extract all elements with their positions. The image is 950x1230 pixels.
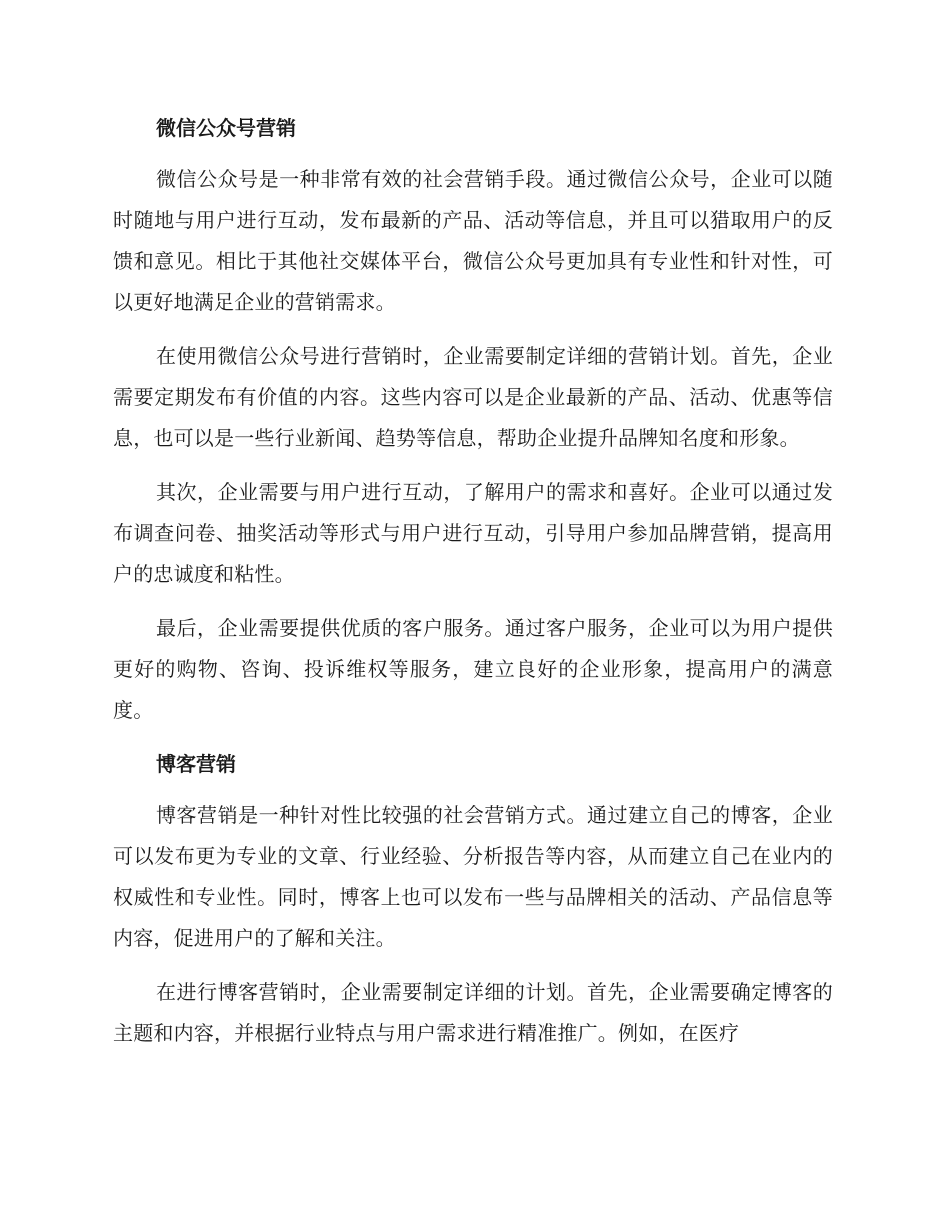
paragraph: 微信公众号是一种非常有效的社会营销手段。通过微信公众号，企业可以随时随地与用户进行互动，发布最新的产品、活动等信息，并且可以猎取用户的反馈和意见。相比于其他社交媒体平台，微信公众号更加具有专业性和针对性，可以更好地满足企业的营销需求。 (113, 167, 833, 314)
paragraph: 博客营销是一种针对性比较强的社会营销方式。通过建立自己的博客，企业可以发布更为专业的文章、行业经验、分析报告等内容，从而建立自己在业内的权威性和专业性。同时，博客上也可以发布一些与品牌相关的活动、产品信息等内容，促进用户的了解和关注。 (113, 803, 833, 950)
paragraph: 其次，企业需要与用户进行互动，了解用户的需求和喜好。企业可以通过发布调查问卷、抽奖活动等形式与用户进行互动，引导用户参加品牌营销，提高用户的忠诚度和粘性。 (113, 480, 833, 586)
paragraph: 在使用微信公众号进行营销时，企业需要制定详细的营销计划。首先，企业需要定期发布有价值的内容。这些内容可以是企业最新的产品、活动、优惠等信息，也可以是一些行业新闻、趋势等信息，帮助企业提升品牌知名度和形象。 (113, 344, 833, 450)
section-heading-blog: 博客营销 (156, 752, 236, 776)
paragraph: 最后，企业需要提供优质的客户服务。通过客户服务，企业可以为用户提供更好的购物、咨询、投诉维权等服务，建立良好的企业形象，提高用户的满意度。 (113, 616, 833, 722)
section-heading-wechat: 微信公众号营销 (156, 116, 296, 140)
document-body (113, 108, 833, 1067)
paragraph: 在进行博客营销时，企业需要制定详细的计划。首先，企业需要确定博客的主题和内容，并根据行业特点与用户需求进行精准推广。例如，在医疗 (113, 980, 833, 1045)
